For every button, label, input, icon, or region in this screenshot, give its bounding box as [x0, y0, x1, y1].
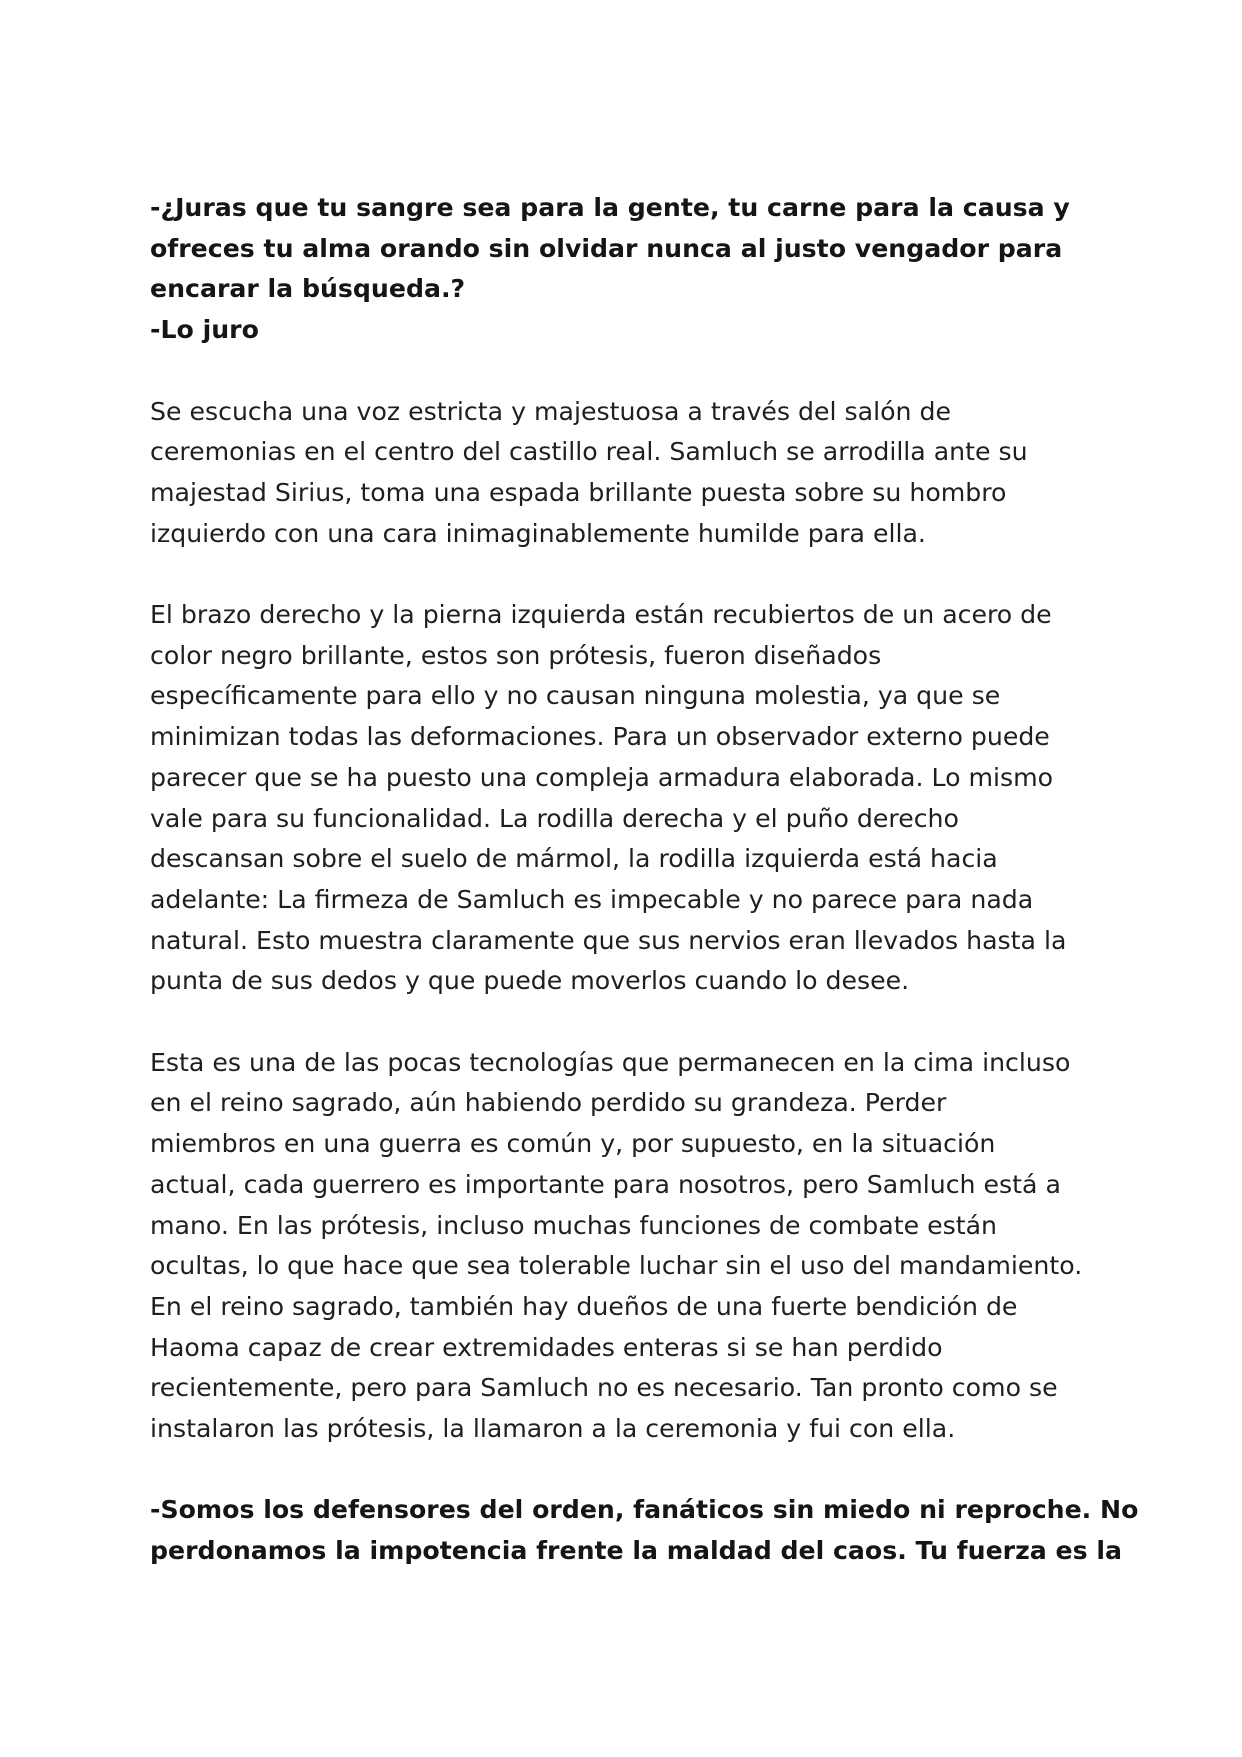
technology-paragraph: [150, 1043, 1110, 1450]
text-line: descansan sobre el suelo de mármol, la rodilla izquierda está hacia: [150, 844, 998, 874]
text-line: adelante: La firmeza de Samluch es impecable y no parece para nada: [150, 884, 1034, 914]
text-line: parecer que se ha puesto una compleja armadura elaborada. Lo mismo: [150, 762, 1054, 792]
ceremony-paragraph: [150, 392, 1110, 555]
order-creed-paragraph: [150, 1490, 1139, 1571]
text-line: minimizan todas las deformaciones. Para un observador externo puede: [150, 722, 1050, 752]
text-line: en el reino sagrado, aún habiendo perdido su grandeza. Perder: [150, 1088, 947, 1118]
text-line: perdonamos la impotencia frente la maldad del caos. Tu fuerza es la: [150, 1536, 1122, 1566]
text-line: En el reino sagrado, también hay dueños de una fuerte bendición de: [150, 1291, 1018, 1321]
text-line: -¿Juras que tu sangre sea para la gente, tu carne para la causa y: [150, 193, 1070, 222]
text-line: Haoma capaz de crear extremidades enteras si se han perdido: [150, 1332, 943, 1362]
text-line: El brazo derecho y la pierna izquierda están recubiertos de un acero de: [150, 600, 1052, 629]
text-line: vale para su funcionalidad. La rodilla derecha y el puño derecho: [150, 803, 959, 833]
document-body: [150, 188, 1139, 1613]
text-line: Se escucha una voz estricta y majestuosa a través del salón de: [150, 396, 951, 426]
prosthesis-paragraph: [150, 595, 1110, 1002]
text-line: instalaron las prótesis, la llamaron a la ceremonia y fui con ella.: [150, 1414, 956, 1444]
text-line: Esta es una de las pocas tecnologías que permanecen en la cima incluso: [150, 1047, 1071, 1077]
text-line: mano. En las prótesis, incluso muchas funciones de combate están: [150, 1210, 997, 1240]
text-line: ocultas, lo que hace que sea tolerable luchar sin el uso del mandamiento.: [150, 1251, 1083, 1281]
text-line: natural. Esto muestra claramente que sus nervios eran llevados hasta la: [150, 925, 1067, 955]
text-line: específicamente para ello y no causan ninguna molestia, ya que se: [150, 681, 1001, 711]
text-line: punta de sus dedos y que puede moverlos cuando lo desee.: [150, 966, 910, 996]
text-line: majestad Sirius, toma una espada brillante puesta sobre su hombro: [150, 477, 1007, 507]
text-line: actual, cada guerrero es importante para nosotros, pero Samluch está a: [150, 1169, 1061, 1199]
text-line: miembros en una guerra es común y, por supuesto, en la situación: [150, 1129, 996, 1159]
text-line: -Lo juro: [150, 315, 259, 345]
oath-question-paragraph: [150, 188, 1110, 351]
text-line: -Somos los defensores del orden, fanáticos sin miedo ni reproche. No: [150, 1495, 1139, 1525]
text-line: ceremonias en el centro del castillo real. Samluch se arrodilla ante su: [150, 437, 1028, 467]
text-line: izquierdo con una cara inimaginablemente humilde para ella.: [150, 518, 926, 548]
text-line: encarar la búsqueda.?: [150, 274, 466, 304]
text-line: recientemente, pero para Samluch no es necesario. Tan pronto como se: [150, 1373, 1058, 1403]
text-line: color negro brillante, estos son prótesis, fueron diseñados: [150, 640, 882, 670]
text-line: ofreces tu alma orando sin olvidar nunca al justo vengador para: [150, 233, 1063, 263]
